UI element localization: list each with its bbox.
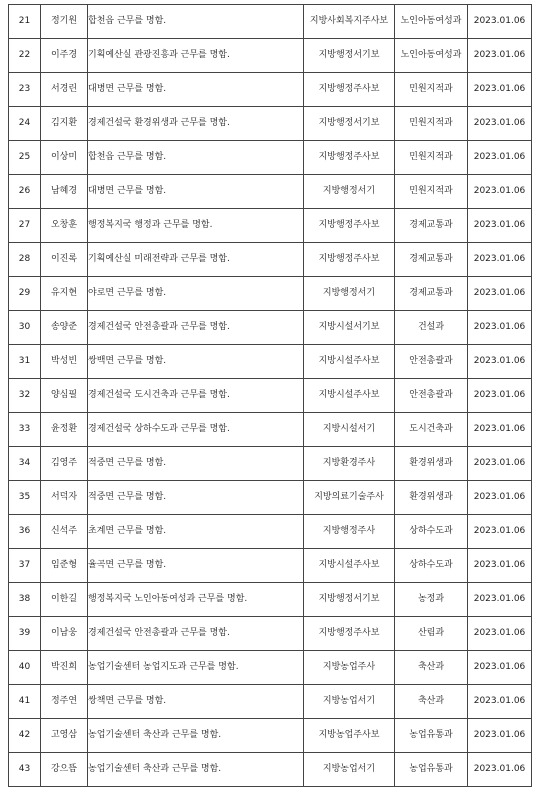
rank-cell: 지방사회복지주사보	[304, 5, 395, 39]
assignment-cell: 합천읍 근무를 명함.	[88, 141, 304, 175]
department-cell: 경제교통과	[395, 277, 468, 311]
table-row	[9, 481, 532, 515]
table-row	[9, 107, 532, 141]
effective-date-cell: 2023.01.06	[468, 753, 532, 787]
assignment-cell: 경제건설국 안전총괄과 근무를 명함.	[88, 617, 304, 651]
assignment-cell: 경제건설국 환경위생과 근무를 명함.	[88, 107, 304, 141]
effective-date-cell: 2023.01.06	[468, 73, 532, 107]
effective-date-cell: 2023.01.06	[468, 447, 532, 481]
table-row	[9, 209, 532, 243]
employee-name-cell: 이상미	[41, 141, 88, 175]
row-number-cell: 43	[9, 753, 41, 787]
effective-date-cell: 2023.01.06	[468, 379, 532, 413]
department-cell: 경제교통과	[395, 243, 468, 277]
rank-cell: 지방행정주사보	[304, 141, 395, 175]
table-row	[9, 175, 532, 209]
employee-name-cell: 오창훈	[41, 209, 88, 243]
employee-name-cell: 송양준	[41, 311, 88, 345]
assignment-cell: 쌍책면 근무를 명함.	[88, 685, 304, 719]
table-row	[9, 311, 532, 345]
rank-cell: 지방농업주사보	[304, 719, 395, 753]
department-cell: 농정과	[395, 583, 468, 617]
rank-cell: 지방농업서기	[304, 685, 395, 719]
rank-cell: 지방행정주사보	[304, 617, 395, 651]
assignment-cell: 기획예산실 관광진흥과 근무를 명함.	[88, 39, 304, 73]
effective-date-cell: 2023.01.06	[468, 277, 532, 311]
table-row	[9, 5, 532, 39]
department-cell: 축산과	[395, 651, 468, 685]
rank-cell: 지방행정주사보	[304, 209, 395, 243]
effective-date-cell: 2023.01.06	[468, 651, 532, 685]
employee-name-cell: 강으뜸	[41, 753, 88, 787]
row-number-cell: 28	[9, 243, 41, 277]
table-row	[9, 141, 532, 175]
row-number-cell: 35	[9, 481, 41, 515]
employee-name-cell: 박성빈	[41, 345, 88, 379]
employee-name-cell: 이주경	[41, 39, 88, 73]
row-number-cell: 42	[9, 719, 41, 753]
rank-cell: 지방시설서기	[304, 413, 395, 447]
employee-name-cell: 이진록	[41, 243, 88, 277]
rank-cell: 지방시설주사보	[304, 345, 395, 379]
rank-cell: 지방행정주사	[304, 515, 395, 549]
assignment-cell: 행정복지국 행정과 근무를 명함.	[88, 209, 304, 243]
department-cell: 안전총괄과	[395, 379, 468, 413]
row-number-cell: 37	[9, 549, 41, 583]
assignment-cell: 행정복지국 노인아동여성과 근무를 명함.	[88, 583, 304, 617]
assignment-cell: 야로면 근무를 명함.	[88, 277, 304, 311]
row-number-cell: 33	[9, 413, 41, 447]
employee-name-cell: 김영주	[41, 447, 88, 481]
table-row	[9, 617, 532, 651]
table-row	[9, 549, 532, 583]
table-row	[9, 277, 532, 311]
assignment-cell: 초계면 근무를 명함.	[88, 515, 304, 549]
effective-date-cell: 2023.01.06	[468, 549, 532, 583]
rank-cell: 지방행정서기보	[304, 583, 395, 617]
employee-name-cell: 이남웅	[41, 617, 88, 651]
effective-date-cell: 2023.01.06	[468, 583, 532, 617]
table-row	[9, 39, 532, 73]
row-number-cell: 25	[9, 141, 41, 175]
rank-cell: 지방의료기술주사	[304, 481, 395, 515]
row-number-cell: 23	[9, 73, 41, 107]
effective-date-cell: 2023.01.06	[468, 719, 532, 753]
effective-date-cell: 2023.01.06	[468, 141, 532, 175]
effective-date-cell: 2023.01.06	[468, 175, 532, 209]
assignment-cell: 합천읍 근무를 명함.	[88, 5, 304, 39]
rank-cell: 지방행정주사보	[304, 73, 395, 107]
assignment-cell: 농업기술센터 농업지도과 근무를 명함.	[88, 651, 304, 685]
assignment-cell: 적중면 근무를 명함.	[88, 447, 304, 481]
effective-date-cell: 2023.01.06	[468, 481, 532, 515]
rank-cell: 지방행정서기	[304, 277, 395, 311]
assignment-cell: 율곡면 근무를 명함.	[88, 549, 304, 583]
department-cell: 경제교통과	[395, 209, 468, 243]
department-cell: 민원지적과	[395, 73, 468, 107]
row-number-cell: 30	[9, 311, 41, 345]
rank-cell: 지방농업주사	[304, 651, 395, 685]
employee-name-cell: 윤정환	[41, 413, 88, 447]
department-cell: 환경위생과	[395, 481, 468, 515]
department-cell: 안전총괄과	[395, 345, 468, 379]
row-number-cell: 36	[9, 515, 41, 549]
row-number-cell: 21	[9, 5, 41, 39]
assignment-cell: 적중면 근무를 명함.	[88, 481, 304, 515]
effective-date-cell: 2023.01.06	[468, 413, 532, 447]
table-row	[9, 243, 532, 277]
department-cell: 민원지적과	[395, 141, 468, 175]
row-number-cell: 32	[9, 379, 41, 413]
effective-date-cell: 2023.01.06	[468, 685, 532, 719]
effective-date-cell: 2023.01.06	[468, 243, 532, 277]
effective-date-cell: 2023.01.06	[468, 107, 532, 141]
row-number-cell: 24	[9, 107, 41, 141]
row-number-cell: 31	[9, 345, 41, 379]
effective-date-cell: 2023.01.06	[468, 617, 532, 651]
rank-cell: 지방시설주사보	[304, 549, 395, 583]
row-number-cell: 29	[9, 277, 41, 311]
row-number-cell: 38	[9, 583, 41, 617]
employee-name-cell: 임준형	[41, 549, 88, 583]
employee-name-cell: 서덕자	[41, 481, 88, 515]
rank-cell: 지방시설주사보	[304, 379, 395, 413]
department-cell: 축산과	[395, 685, 468, 719]
assignment-cell: 농업기술센터 축산과 근무를 명함.	[88, 719, 304, 753]
table-row	[9, 685, 532, 719]
table-row	[9, 719, 532, 753]
effective-date-cell: 2023.01.06	[468, 39, 532, 73]
row-number-cell: 39	[9, 617, 41, 651]
department-cell: 민원지적과	[395, 107, 468, 141]
assignment-cell: 대병면 근무를 명함.	[88, 73, 304, 107]
assignment-cell: 경제건설국 상하수도과 근무를 명함.	[88, 413, 304, 447]
effective-date-cell: 2023.01.06	[468, 209, 532, 243]
department-cell: 농업유통과	[395, 753, 468, 787]
effective-date-cell: 2023.01.06	[468, 311, 532, 345]
table-row	[9, 753, 532, 787]
rank-cell: 지방행정서기보	[304, 39, 395, 73]
employee-name-cell: 양심필	[41, 379, 88, 413]
department-cell: 산림과	[395, 617, 468, 651]
table-row	[9, 73, 532, 107]
row-number-cell: 40	[9, 651, 41, 685]
employee-name-cell: 김지환	[41, 107, 88, 141]
rank-cell: 지방농업서기	[304, 753, 395, 787]
employee-name-cell: 정기원	[41, 5, 88, 39]
effective-date-cell: 2023.01.06	[468, 515, 532, 549]
employee-name-cell: 서경린	[41, 73, 88, 107]
employee-name-cell: 유지현	[41, 277, 88, 311]
department-cell: 노인아동여성과	[395, 39, 468, 73]
employee-name-cell: 박진희	[41, 651, 88, 685]
assignment-cell: 경제건설국 도시건축과 근무를 명함.	[88, 379, 304, 413]
employee-name-cell: 남혜경	[41, 175, 88, 209]
row-number-cell: 27	[9, 209, 41, 243]
personnel-table-body	[9, 5, 532, 787]
department-cell: 노인아동여성과	[395, 5, 468, 39]
table-row	[9, 413, 532, 447]
department-cell: 민원지적과	[395, 175, 468, 209]
row-number-cell: 26	[9, 175, 41, 209]
row-number-cell: 41	[9, 685, 41, 719]
assignment-cell: 쌍백면 근무를 명함.	[88, 345, 304, 379]
employee-name-cell: 신석주	[41, 515, 88, 549]
department-cell: 도시건축과	[395, 413, 468, 447]
rank-cell: 지방행정주사보	[304, 243, 395, 277]
assignment-cell: 경제건설국 안전총괄과 근무를 명함.	[88, 311, 304, 345]
rank-cell: 지방환경주사	[304, 447, 395, 481]
personnel-table	[8, 4, 532, 787]
department-cell: 건설과	[395, 311, 468, 345]
employee-name-cell: 이한길	[41, 583, 88, 617]
rank-cell: 지방시설서기보	[304, 311, 395, 345]
row-number-cell: 22	[9, 39, 41, 73]
effective-date-cell: 2023.01.06	[468, 345, 532, 379]
table-row	[9, 447, 532, 481]
effective-date-cell: 2023.01.06	[468, 5, 532, 39]
department-cell: 환경위생과	[395, 447, 468, 481]
table-row	[9, 651, 532, 685]
row-number-cell: 34	[9, 447, 41, 481]
department-cell: 농업유통과	[395, 719, 468, 753]
department-cell: 상하수도과	[395, 549, 468, 583]
table-row	[9, 379, 532, 413]
assignment-cell: 대병면 근무를 명함.	[88, 175, 304, 209]
employee-name-cell: 정주연	[41, 685, 88, 719]
assignment-cell: 농업기술센터 축산과 근무를 명함.	[88, 753, 304, 787]
department-cell: 상하수도과	[395, 515, 468, 549]
rank-cell: 지방행정서기보	[304, 107, 395, 141]
assignment-cell: 기획예산실 미래전략과 근무를 명함.	[88, 243, 304, 277]
table-row	[9, 345, 532, 379]
rank-cell: 지방행정서기	[304, 175, 395, 209]
table-row	[9, 515, 532, 549]
employee-name-cell: 고영삼	[41, 719, 88, 753]
table-row	[9, 583, 532, 617]
